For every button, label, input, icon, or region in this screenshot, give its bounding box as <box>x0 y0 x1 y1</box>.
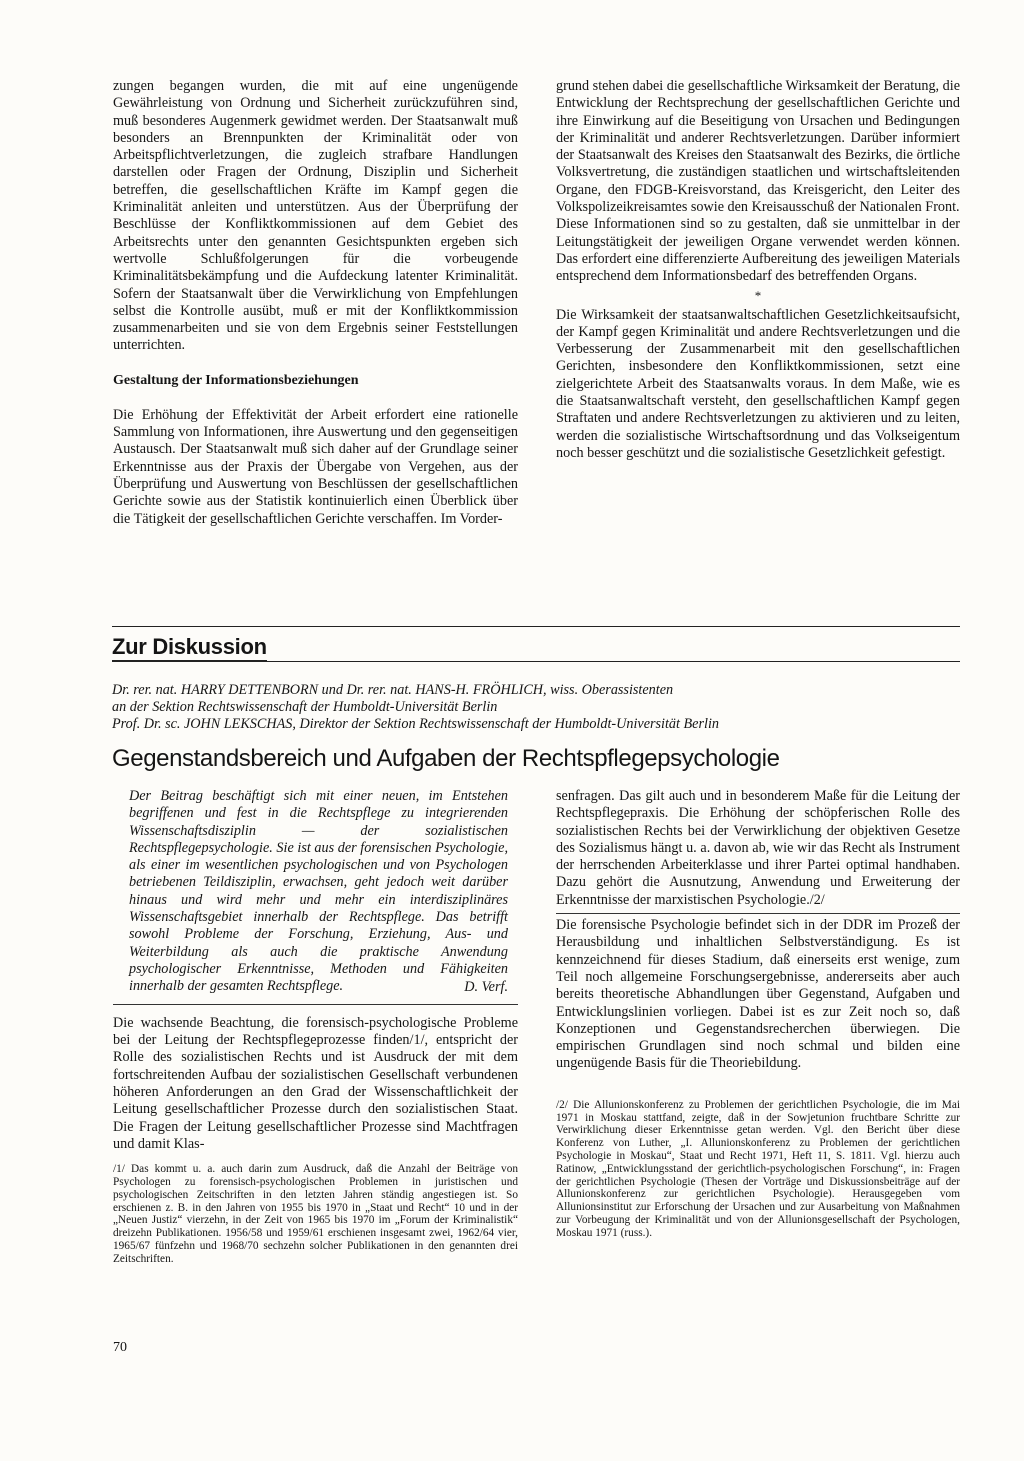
top-right-column <box>556 78 960 462</box>
body-paragraph: senfragen. Das gilt auch und in besonderem Maße für die Leitung der Rechtspflegepraxis. Die Erhöhung der schöpferischen Rolle des sozialistischen Rechts bei der Verwirklichung der objektiven Gesetze des Sozialismus hängt u. a. davon ab, wie wir das Recht als Instrument der herrschenden Arbeiterklasse und ihrer Partei optimal handhaben. Dazu gehört die Ausnutzung, Anwendung und Erweiterung der Erkenntnisse der marxistischen Psychologie./2/ <box>556 788 960 908</box>
paragraph-rule <box>556 913 960 914</box>
body-paragraph: Die wachsende Beachtung, die forensisch-psychologische Probleme bei der Leitung der Rechtspflegeprozesse finden/1/, entspricht der Rolle des sozialistischen Rechts und ist Ausdruck der mit dem fortschreitenden Aufbau der sozialistischen Gesellschaft verbundenen höheren Anforderungen an den Grad der Wissenschaftlichkeit der Leitung gesellschaftlicher Prozesse durch den sozialistischen Staat. Die Fragen der Leitung gesellschaftlicher Prozesse sind Machtfragen und damit Klas- <box>113 1014 518 1152</box>
subheading: Gestaltung der Informationsbeziehungen <box>113 372 359 388</box>
body-paragraph: Diese Informationen sind so zu gestalten, daß sie unmittelbar in der Leitungstätigkeit der jeweiligen Organe verwendet werden können. Das erfordert eine differenzierte Aufbereitung des jeweiligen Materials entsprechend dem Informationsbedarf des betreffenden Organs. <box>556 216 960 285</box>
abstract-rule <box>113 1004 518 1005</box>
body-paragraph: Die Erhöhung der Effektivität der Arbeit erfordert eine rationelle Sammlung von Informationen, ihre Auswertung und den gegenseitigen Austausch. Der Staatsanwalt muß sich daher auf der Grundlage seiner Erkenntnisse aus der Praxis der Übergabe von Vergehen, aus der Überprüfung und Auswertung von Beschlüssen der gesellschaftlichen Gerichte sowie aus der Statistik kontinuierlich einen Überblick über die Tätigkeit der gesellschaftlichen Gerichte verschaffen. Im Vorder- <box>113 406 518 527</box>
footnote-1: /1/ Das kommt u. a. auch darin zum Ausdruck, daß die Anzahl der Beiträge von Psychologen zu forensisch-psychologischen Problemen in juristischen und psychologischen Zeitschriften in den letzten Jahren ständig angestiegen ist. So erschienen z. B. in den Jahren von 1955 bis 1970 in „Staat und Recht“ 10 und in der „Neuen Justiz“ vierzehn, in der Zeit von 1965 bis 1970 im „Forum der Kriminalistik“ dreizehn Publikationen. 1956/58 und 1959/61 erschienen insgesamt zwei, 1962/64 vier, 1965/67 fünfzehn und 1968/70 sechzehn solcher Publikationen in den genannten drei Zeitschriften. <box>113 1163 518 1265</box>
section-rule <box>112 626 960 627</box>
footnote-2: /2/ Die Allunionskonferenz zu Problemen der gerichtlichen Psychologie, die im Mai 1971 in Moskau stattfand, zeigte, daß in der Sowjetunion fruchtbare Schritte zur Verwirklichung dieser Erkenntnisse getan werden. Vgl. den Bericht über diese Konferenz von Luther, „I. Allunionskonferenz zu Problemen der gerichtlichen Psychologie in Moskau“, Staat und Recht 1971, Heft 11, S. 1811. Vgl. hierzu auch Ratinow, „Entwicklungsstand der gerichtlich-psychologischen Forschung“, in: Fragen der gerichtlichen Psychologie (Thesen der Vorträge und Diskussionsbeiträge auf der Allunionskonferenz zur gerichtlichen Psychologie). Herausgegeben vom Allunionsinstitut zur Erforschung der Ursachen und zur Ausarbeitung von Maßnahmen zur Vorbeugung der Kriminalität und von der Allunionsgesellschaft der Psychologen, Moskau 1971 (russ.). <box>556 1098 960 1239</box>
author-line: Dr. rer. nat. HARRY DETTENBORN und Dr. rer. nat. HANS-H. FRÖHLICH, wiss. Oberassistenten <box>112 682 674 698</box>
top-left-column <box>113 78 518 528</box>
article-title: Gegenstandsbereich und Aufgaben der Rechtspflegepsychologie <box>112 745 780 772</box>
author-line: an der Sektion Rechtswissenschaft der Humboldt-Universität Berlin <box>112 699 498 715</box>
section-separator: * <box>754 287 762 303</box>
body-paragraph: Die forensische Psychologie befindet sich in der DDR im Prozeß der Herausbildung und inhaltlichen Selbstverständigung. Es ist kennzeichnend für dieses Stadium, daß einerseits erst wenige, zum Teil noch allgemeine Forschungsergebnisse, andererseits aber auch bereits theoretische Abhandlungen über Gegenstand, Aufgaben und Entwicklungslinien vorliegen. Dabei ist es zur Zeit noch so, daß Konzeptionen und Gegenstandsrecherchen überwiegen. Die empirischen Grundlagen sind noch schmal und bilden eine ungenügende Basis für die Theoriebildung. <box>556 917 960 1072</box>
body-paragraph: zungen begangen wurden, die mit auf eine ungenügende Gewährleistung von Ordnung und Sicherheit zurückzuführen sind, muß besonderes Augenmerk gewidmet werden. Der Staatsanwalt muß besonders an Brennpunkten der Kriminalität oder von Arbeitspflichtverletzungen, die zugleich strafbare Handlungen darstellen oder Fragen der Ordnung, Disziplin und Sicherheit betreffen, die gesellschaftlichen Kräfte im Kampf gegen die Kriminalität anleiten und unterstützen. Aus der Überprüfung der Beschlüsse der Konfliktkommissionen auf dem Gebiet des Arbeitsrechts unter den genannten Gesichtspunkten ergeben sich wertvolle Schlußfolgerungen für die vorbeugende Kriminalitätsbekämpfung und die Aufdeckung latenter Kriminalität. Sofern der Staatsanwalt über die Verwirklichung von Empfehlungen selbst die Kontrolle ausübt, muß er mit der Konfliktkommission zusammenarbeiten und sie von dem Ergebnis seiner Feststellungen unterrichten. <box>113 78 518 354</box>
body-paragraph: grund stehen dabei die gesellschaftliche Wirksamkeit der Beratung, die Entwicklung der Rechtsprechung der gesellschaftlichen Gerichte und ihre Einwirkung auf die Beseitigung von Ursachen und Bedingungen der Kriminalität und anderer Rechtsverletzungen. Darüber informiert der Staatsanwalt des Kreises den Staatsanwalt des Bezirks, die örtliche Volksvertretung, die zuständigen staatlichen und wirtschaftsleitenden Organe, den FDGB-Kreisvorstand, das Kreisgericht, den Leiter des Volkspolizeikreisamtes sowie den Kreisausschuß der Nationalen Front. <box>556 78 960 216</box>
bottom-right-column <box>556 788 960 1240</box>
abstract-text: Der Beitrag beschäftigt sich mit einer neuen, im Entstehen begriffenen und fest in die Rechtspflege zu integrierenden Wissenschaftsdisziplin — der sozialistischen Rechtspflegepsychologie. Sie ist aus der forensischen Psychologie, als einer im wesentlichen psychologischen und von Psychologen betriebenen Teildisziplin, erwachsen, geht jedoch weit darüber hinaus und wird mehr und mehr ein interdisziplinäres Wissenschaftsgebiet innerhalb der Rechtspflege. Das betrifft sowohl Probleme der Forschung, Erziehung, Aus- und Weiterbildung als auch die praktische Anwendung psychologischer Erkenntnisse, Methoden und Fähigkeiten innerhalb der gesamten Rechtspflege. <box>129 788 508 995</box>
page-number: 70 <box>113 1340 127 1355</box>
abstract-block <box>113 788 518 996</box>
body-paragraph: Die Wirksamkeit der staatsanwaltschaftlichen Gesetzlichkeitsaufsicht, der Kampf gegen Kriminalität und andere Rechtsverletzungen und die Verbesserung der Zusammenarbeit mit den gesellschaftlichen Gerichten, insbesondere den Konfliktkommissionen, setzt eine zielgerichtete Arbeit des Staatsanwalts voraus. In dem Maße, wie es die Staatsanwaltschaft versteht, den gesellschaftlichen Kampf gegen Straftaten und andere Rechtsverletzungen zu aktivieren und zu leiten, werden die sozialistische Wirtschaftsordnung und das Volkseigentum noch besser geschützt und die sozialistische Gesetzlichkeit gefestigt. <box>556 306 960 461</box>
section-rule <box>112 661 960 662</box>
author-block <box>112 682 960 733</box>
abstract-signature: D. Verf. <box>464 978 508 995</box>
author-line: Prof. Dr. sc. JOHN LEKSCHAS, Direktor der Sektion Rechtswissenschaft der Humboldt-Universität Berlin <box>112 716 719 732</box>
bottom-left-column <box>113 788 518 1266</box>
section-heading: Zur Diskussion <box>112 634 267 659</box>
